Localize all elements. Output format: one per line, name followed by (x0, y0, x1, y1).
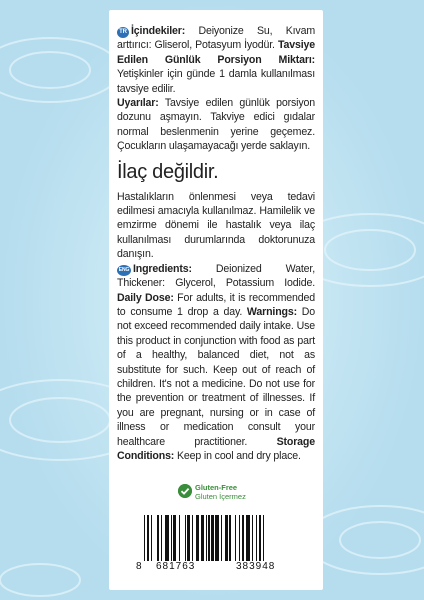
gluten-free-title: Gluten-Free (195, 483, 238, 492)
en-flag-icon: ENG (117, 265, 131, 276)
barcode-bar (252, 515, 253, 561)
tr-ingredients (117, 24, 315, 96)
barcode-bar (201, 515, 203, 561)
barcode-bar (187, 515, 189, 561)
en-ingredients-label: Ingredients: (133, 262, 192, 275)
barcode-bar (171, 515, 172, 561)
barcode-first-digit: 8 (136, 561, 143, 572)
barcode-bar (165, 515, 169, 561)
en-dose-text: For adults, it is recommended to consume 1 drop a day. (117, 291, 315, 318)
tr-not-drug-text: Hastalıkların önlenmesi veya tedavi edilmesi amacıyla kullanılmaz. Hamilelik ve emzirme dönemi ile hastalık veya ilaç kullanılması durumlarında doktorunuza danışın. (117, 190, 315, 261)
barcode-bar (179, 515, 180, 561)
barcode-bar (157, 515, 159, 561)
barcode-bar (242, 515, 244, 561)
gluten-free-badge (178, 483, 298, 509)
en-dose-label: Daily Dose: (117, 291, 174, 304)
tr-ingredients-text: Deiyonize Su, Kıvam arttırıcı: Gliserol, Potasyum İyodür. (117, 25, 315, 52)
barcode-bar (263, 515, 264, 561)
en-storage-text: Keep in cool and dry place. (177, 449, 301, 462)
barcode-bar (196, 515, 200, 561)
en-warnings-label: Warnings: (246, 305, 297, 318)
barcode-bar (246, 515, 250, 561)
barcode-bar (206, 515, 207, 561)
not-drug-title: İlaç değildir. (117, 160, 219, 183)
barcode-bar (215, 515, 219, 561)
barcode-bar (185, 515, 186, 561)
tr-ingredients-label: İçindekiler: (131, 25, 186, 37)
barcode-bars (144, 515, 304, 561)
barcode-bar (259, 515, 261, 561)
barcode-bar (256, 515, 257, 561)
barcode-bar (211, 515, 213, 561)
en-warnings-text: Do not exceed recommended daily intake. Use this product in conjunction with food as part of a healthy, balanced diet, not as substitute for such. Keep out of reach of children. It's not a medicine. Do not use for the prevention or treatment of illnesses. If you are pregnant, nursing or in case of illness or medication consult your healthcare practitioner. (117, 305, 316, 448)
barcode-bar (144, 515, 145, 561)
barcode-right-group: 383948 (236, 561, 276, 572)
checkmark-icon (178, 484, 192, 498)
barcode-bar (225, 515, 227, 561)
barcode-bar (208, 515, 209, 561)
barcode-left-group: 681763 (156, 561, 196, 572)
barcode-bar (239, 515, 240, 561)
tr-flag-icon: TR (117, 27, 129, 38)
tr-warnings-label: Uyarılar: (117, 97, 159, 110)
en-storage-label: Storage Conditions: (117, 435, 315, 462)
tr-dose-text: Yetişkinler için günde 1 damla kullanılması tavsiye edilir. (117, 68, 315, 95)
gluten-free-subtitle: Gluten İçermez (195, 492, 246, 501)
label-text-block (117, 24, 315, 463)
barcode-bar (151, 515, 152, 561)
barcode-bar (235, 515, 236, 561)
tr-dose-label: Tavsiye Edilen Günlük Porsiyon Miktarı: (117, 39, 315, 66)
tr-warnings-text: Tavsiye edilen günlük porsiyon dozunu aşmayın. Takviye edici gıdalar normal beslenmenin yerine geçemez. Çocukların ulaşamayacağı yerde saklayın. (117, 97, 315, 153)
barcode-bar (161, 515, 162, 561)
barcode-bar (192, 515, 193, 561)
tr-warnings (117, 96, 315, 154)
barcode-bar (229, 515, 230, 561)
en-section (117, 262, 315, 464)
barcode-bar (221, 515, 222, 561)
barcode (136, 515, 312, 573)
en-ingredients-text: Deionized Water, Thickener: Glycerol, Potassium Iodide. (117, 262, 315, 290)
barcode-bar (147, 515, 149, 561)
barcode-bar (173, 515, 175, 561)
